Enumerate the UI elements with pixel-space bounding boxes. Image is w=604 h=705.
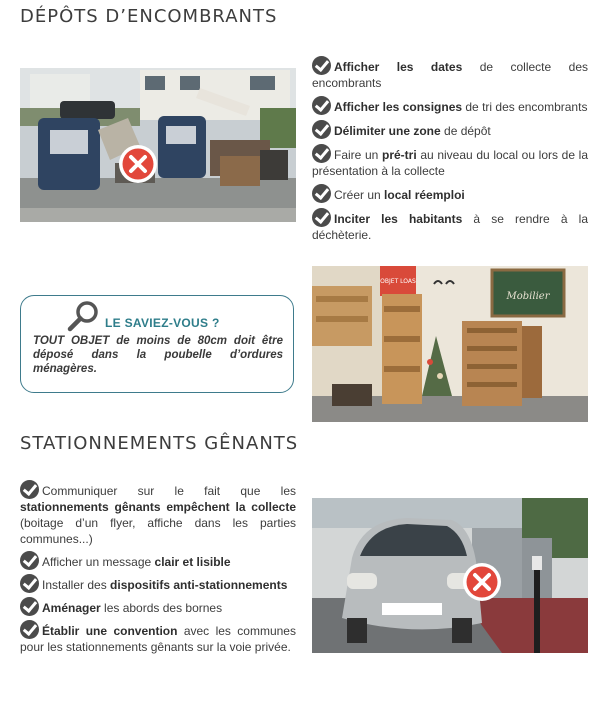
forbidden-icon [118, 144, 158, 184]
list-item: Afficher un message clair et lisible [20, 551, 296, 570]
check-icon [312, 144, 331, 163]
check-icon [20, 480, 39, 499]
list-item: Inciter les habitants à se rendre à la déchèterie. [312, 208, 588, 243]
photo-local-reemploi [312, 266, 588, 422]
check-icon [312, 120, 331, 139]
check-icon [312, 96, 331, 115]
sign-mobilier: Mobilier [506, 291, 550, 302]
list-item: Créer un local réemploi [312, 184, 588, 203]
list-item: Communiquer sur le fait que les stationnements gênants empêchent la collecte (boitage d’un flyer, affiche dans les parties communes...) [20, 480, 296, 547]
list-item: Afficher les dates de collecte des encombrants [312, 56, 588, 91]
list-item: Aménager les abords des bornes [20, 597, 296, 616]
check-icon [312, 56, 331, 75]
section-title-encombrants: DÉPÔTS D’ENCOMBRANTS [20, 6, 278, 27]
did-you-know-callout [20, 295, 294, 393]
check-icon [20, 597, 39, 616]
callout-title: LE SAVIEZ-VOUS ? [105, 316, 220, 330]
stationnements-actions-list [20, 480, 296, 659]
photo-encombrants [20, 68, 296, 222]
encombrants-actions-list [312, 56, 588, 248]
check-icon [20, 551, 39, 570]
check-icon [312, 184, 331, 203]
list-item: Délimiter une zone de dépôt [312, 120, 588, 139]
check-icon [20, 574, 39, 593]
forbidden-icon [462, 562, 502, 602]
list-item: Établir une convention avec les communes pour les stationnements gênants sur la voie privée. [20, 620, 296, 655]
sign-objet: OBJET LOAS [380, 278, 416, 285]
check-icon [312, 208, 331, 227]
photo-stationnement [312, 498, 588, 653]
list-item: Faire un pré-tri au niveau du local ou lors de la présentation à la collecte [312, 144, 588, 179]
check-icon [20, 620, 39, 639]
section-title-stationnements: STATIONNEMENTS GÊNANTS [20, 433, 299, 454]
magnifier-icon [65, 300, 101, 334]
list-item: Installer des dispositifs anti-stationnements [20, 574, 296, 593]
list-item: Afficher les consignes de tri des encombrants [312, 96, 588, 115]
callout-text: TOUT OBJET de moins de 80cm doit être déposé dans la poubelle d’ordures ménagères. [33, 335, 283, 375]
